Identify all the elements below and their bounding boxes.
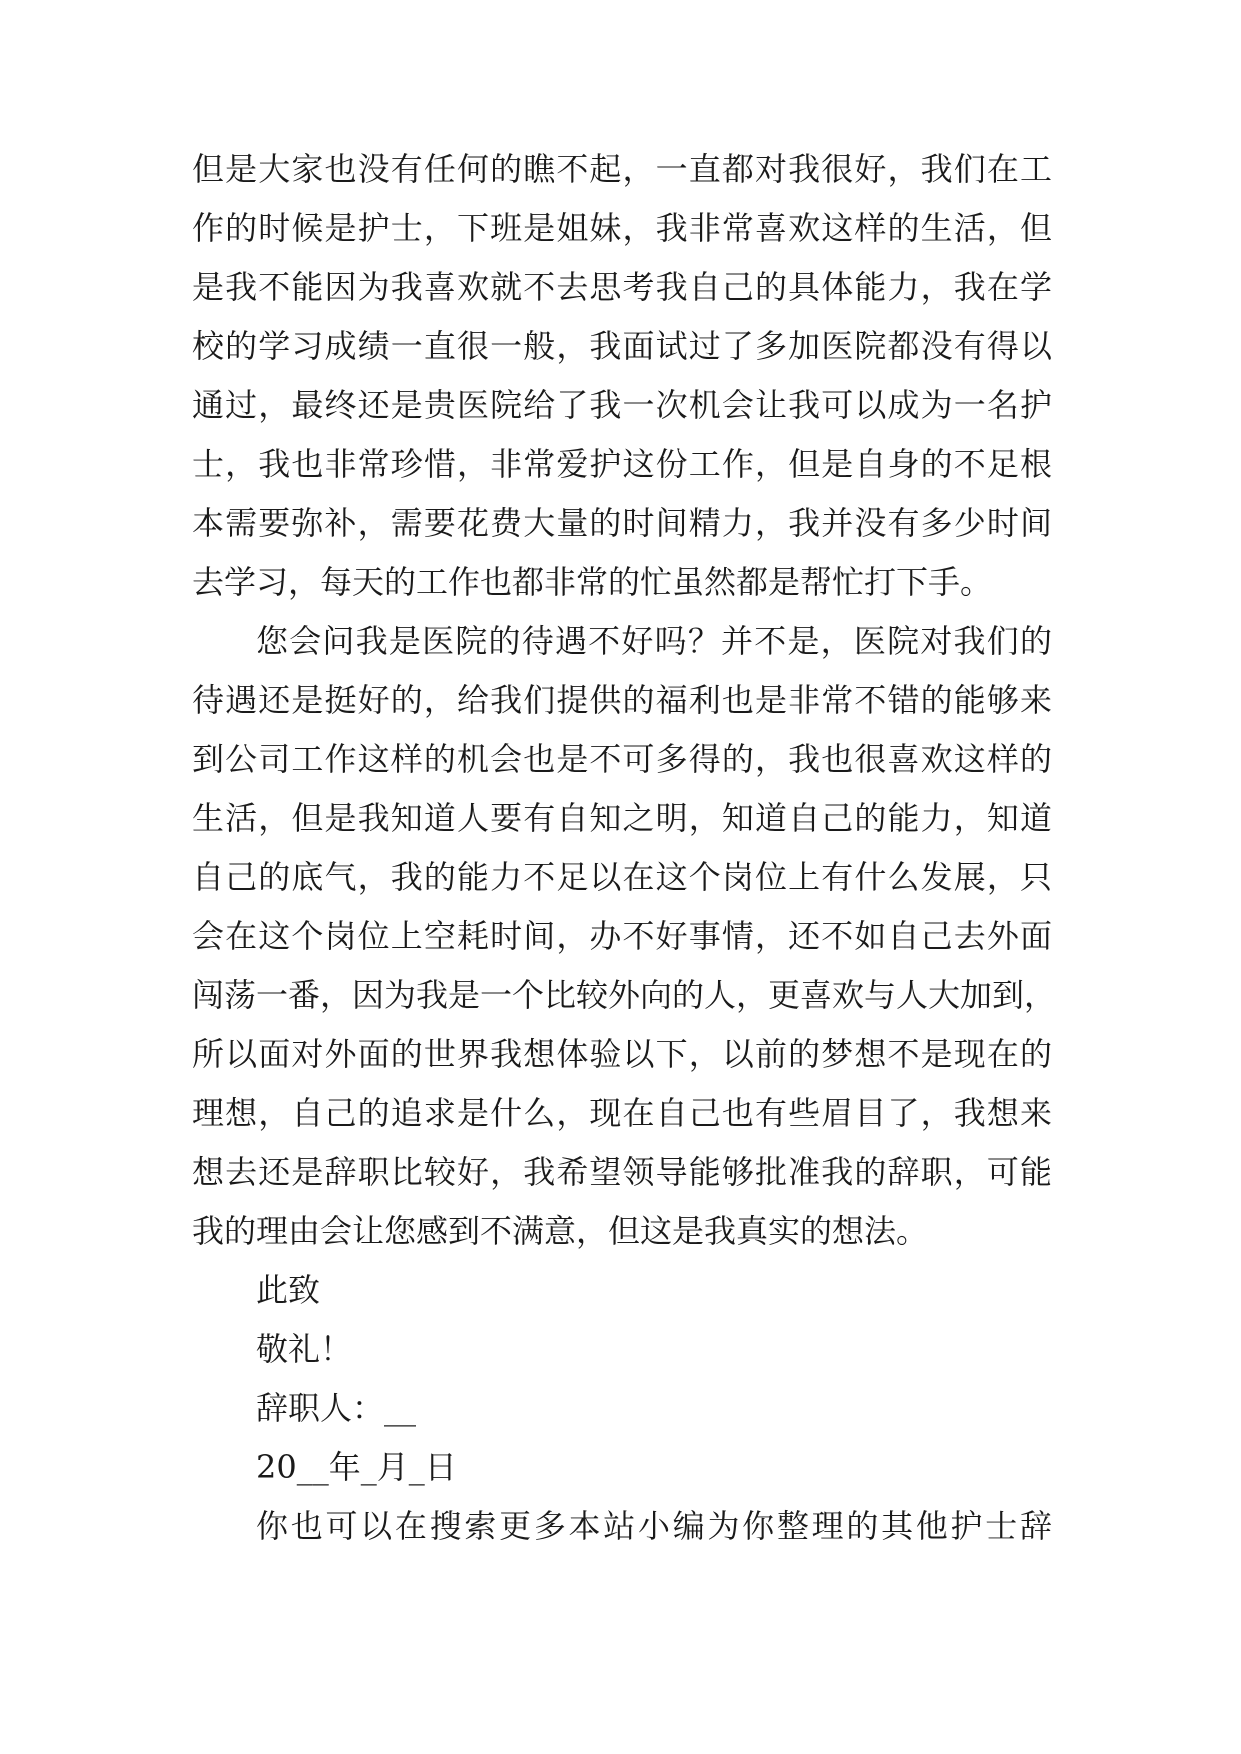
paragraph-2 — [192, 612, 1057, 1261]
text-line: 闯荡一番，因为我是一个比较外向的人，更喜欢与人大加到， — [192, 976, 1057, 1014]
text-line: 本需要弥补，需要花费大量的时间精力，我并没有多少时间 — [192, 504, 1052, 542]
text-line: 自己的底气，我的能力不足以在这个岗位上有什么发展，只 — [192, 858, 1052, 896]
resigner-signature-line: 辞职人：__ — [256, 1389, 417, 1427]
footer-text-line: 你也可以在搜索更多本站小编为你整理的其他护士辞 — [256, 1507, 1052, 1545]
text-line: 校的学习成绩一直很一般，我面试过了多加医院都没有得以 — [192, 327, 1052, 365]
paragraph-1 — [192, 140, 1052, 612]
text-line: 是我不能因为我喜欢就不去思考我自己的具体能力，我在学 — [192, 268, 1052, 306]
text-line: 但是大家也没有任何的瞧不起，一直都对我很好，我们在工 — [192, 150, 1052, 188]
text-line: 待遇还是挺好的，给我们提供的福利也是非常不错的能够来 — [192, 681, 1052, 719]
regards: 敬礼！ — [256, 1330, 353, 1368]
text-line: 去学习，每天的工作也都非常的忙虽然都是帮忙打下手。 — [192, 563, 993, 601]
text-line: 所以面对外面的世界我想体验以下，以前的梦想不是现在的 — [192, 1035, 1052, 1073]
text-line: 通过，最终还是贵医院给了我一次机会让我可以成为一名护 — [192, 386, 1052, 424]
letter-body — [192, 140, 1057, 1556]
text-line: 作的时候是护士，下班是姐妹，我非常喜欢这样的生活，但 — [192, 209, 1052, 247]
text-line: 想去还是辞职比较好，我希望领导能够批准我的辞职，可能 — [192, 1153, 1052, 1191]
text-line: 会在这个岗位上空耗时间，办不好事情，还不如自己去外面 — [192, 917, 1052, 955]
text-line: 到公司工作这样的机会也是不可多得的，我也很喜欢这样的 — [192, 740, 1052, 778]
text-line: 我的理由会让您感到不满意，但这是我真实的想法。 — [192, 1212, 929, 1250]
salutation: 此致 — [256, 1271, 321, 1309]
text-line: 生活，但是我知道人要有自知之明，知道自己的能力，知道 — [192, 799, 1052, 837]
closing-block — [192, 1261, 1052, 1497]
text-line: 士，我也非常珍惜，非常爱护这份工作，但是自身的不足根 — [192, 445, 1052, 483]
text-line: 您会问我是医院的待遇不好吗？并不是，医院对我们的 — [256, 622, 1052, 660]
text-line: 理想，自己的追求是什么，现在自己也有些眉目了，我想来 — [192, 1094, 1052, 1132]
date-line: 20__年_月_日 — [256, 1448, 457, 1486]
